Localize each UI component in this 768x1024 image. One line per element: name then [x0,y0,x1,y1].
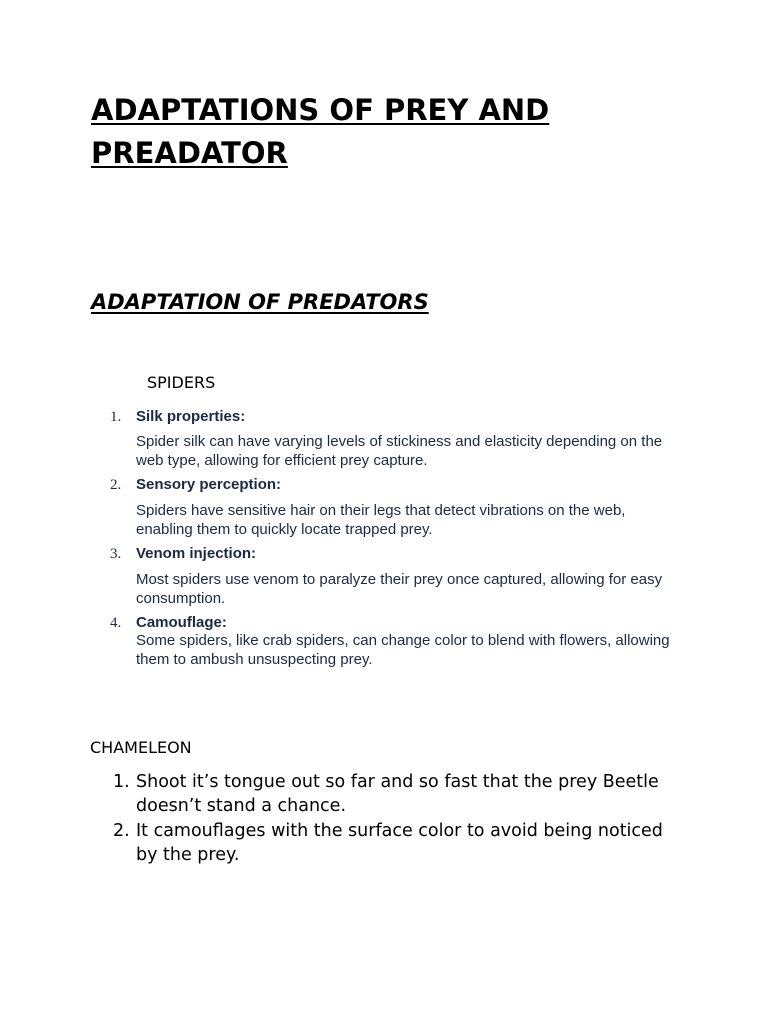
list-item-description: Spiders have sensitive hair on their legs that detect vibrations on the web, enabling them to quickly locate trapped prey. [136,502,626,538]
list-item-number: 1. [113,772,130,792]
list-item-description: Some spiders, like crab spiders, can change color to blend with flowers, allowing them to ambush unsuspecting prey. [136,632,670,668]
list-item-description: Most spiders use venom to paralyze their prey once captured, allowing for easy consumption. [136,571,663,607]
list-item-term: Camouflage: [136,614,227,631]
list-item-number: 3. [110,546,122,562]
list-item-number: 2. [110,477,122,493]
list-item-term: Silk properties: [136,408,246,425]
list-item-text: Shoot it’s tongue out so far and so fast that the prey Beetle doesn’t stand a chance. [136,772,659,816]
chameleon-heading: CHAMELEON [90,738,192,757]
list-item-term: Venom injection: [136,545,257,562]
document-title: ADAPTATIONS OF PREY AND PREADATOR [91,93,550,170]
spiders-heading: SPIDERS [147,373,216,392]
list-item-number: 4. [110,615,122,631]
list-item-number: 1. [110,409,122,425]
section-title: ADAPTATION OF PREDATORS [91,290,429,314]
list-item-term: Sensory perception: [136,476,282,493]
list-item-text: It camouflages with the surface color to avoid being noticed by the prey. [136,821,663,865]
list-item-description: Spider silk can have varying levels of stickiness and elasticity depending on the web type, allowing for efficient prey capture. [136,433,663,469]
list-item-number: 2. [113,821,130,841]
